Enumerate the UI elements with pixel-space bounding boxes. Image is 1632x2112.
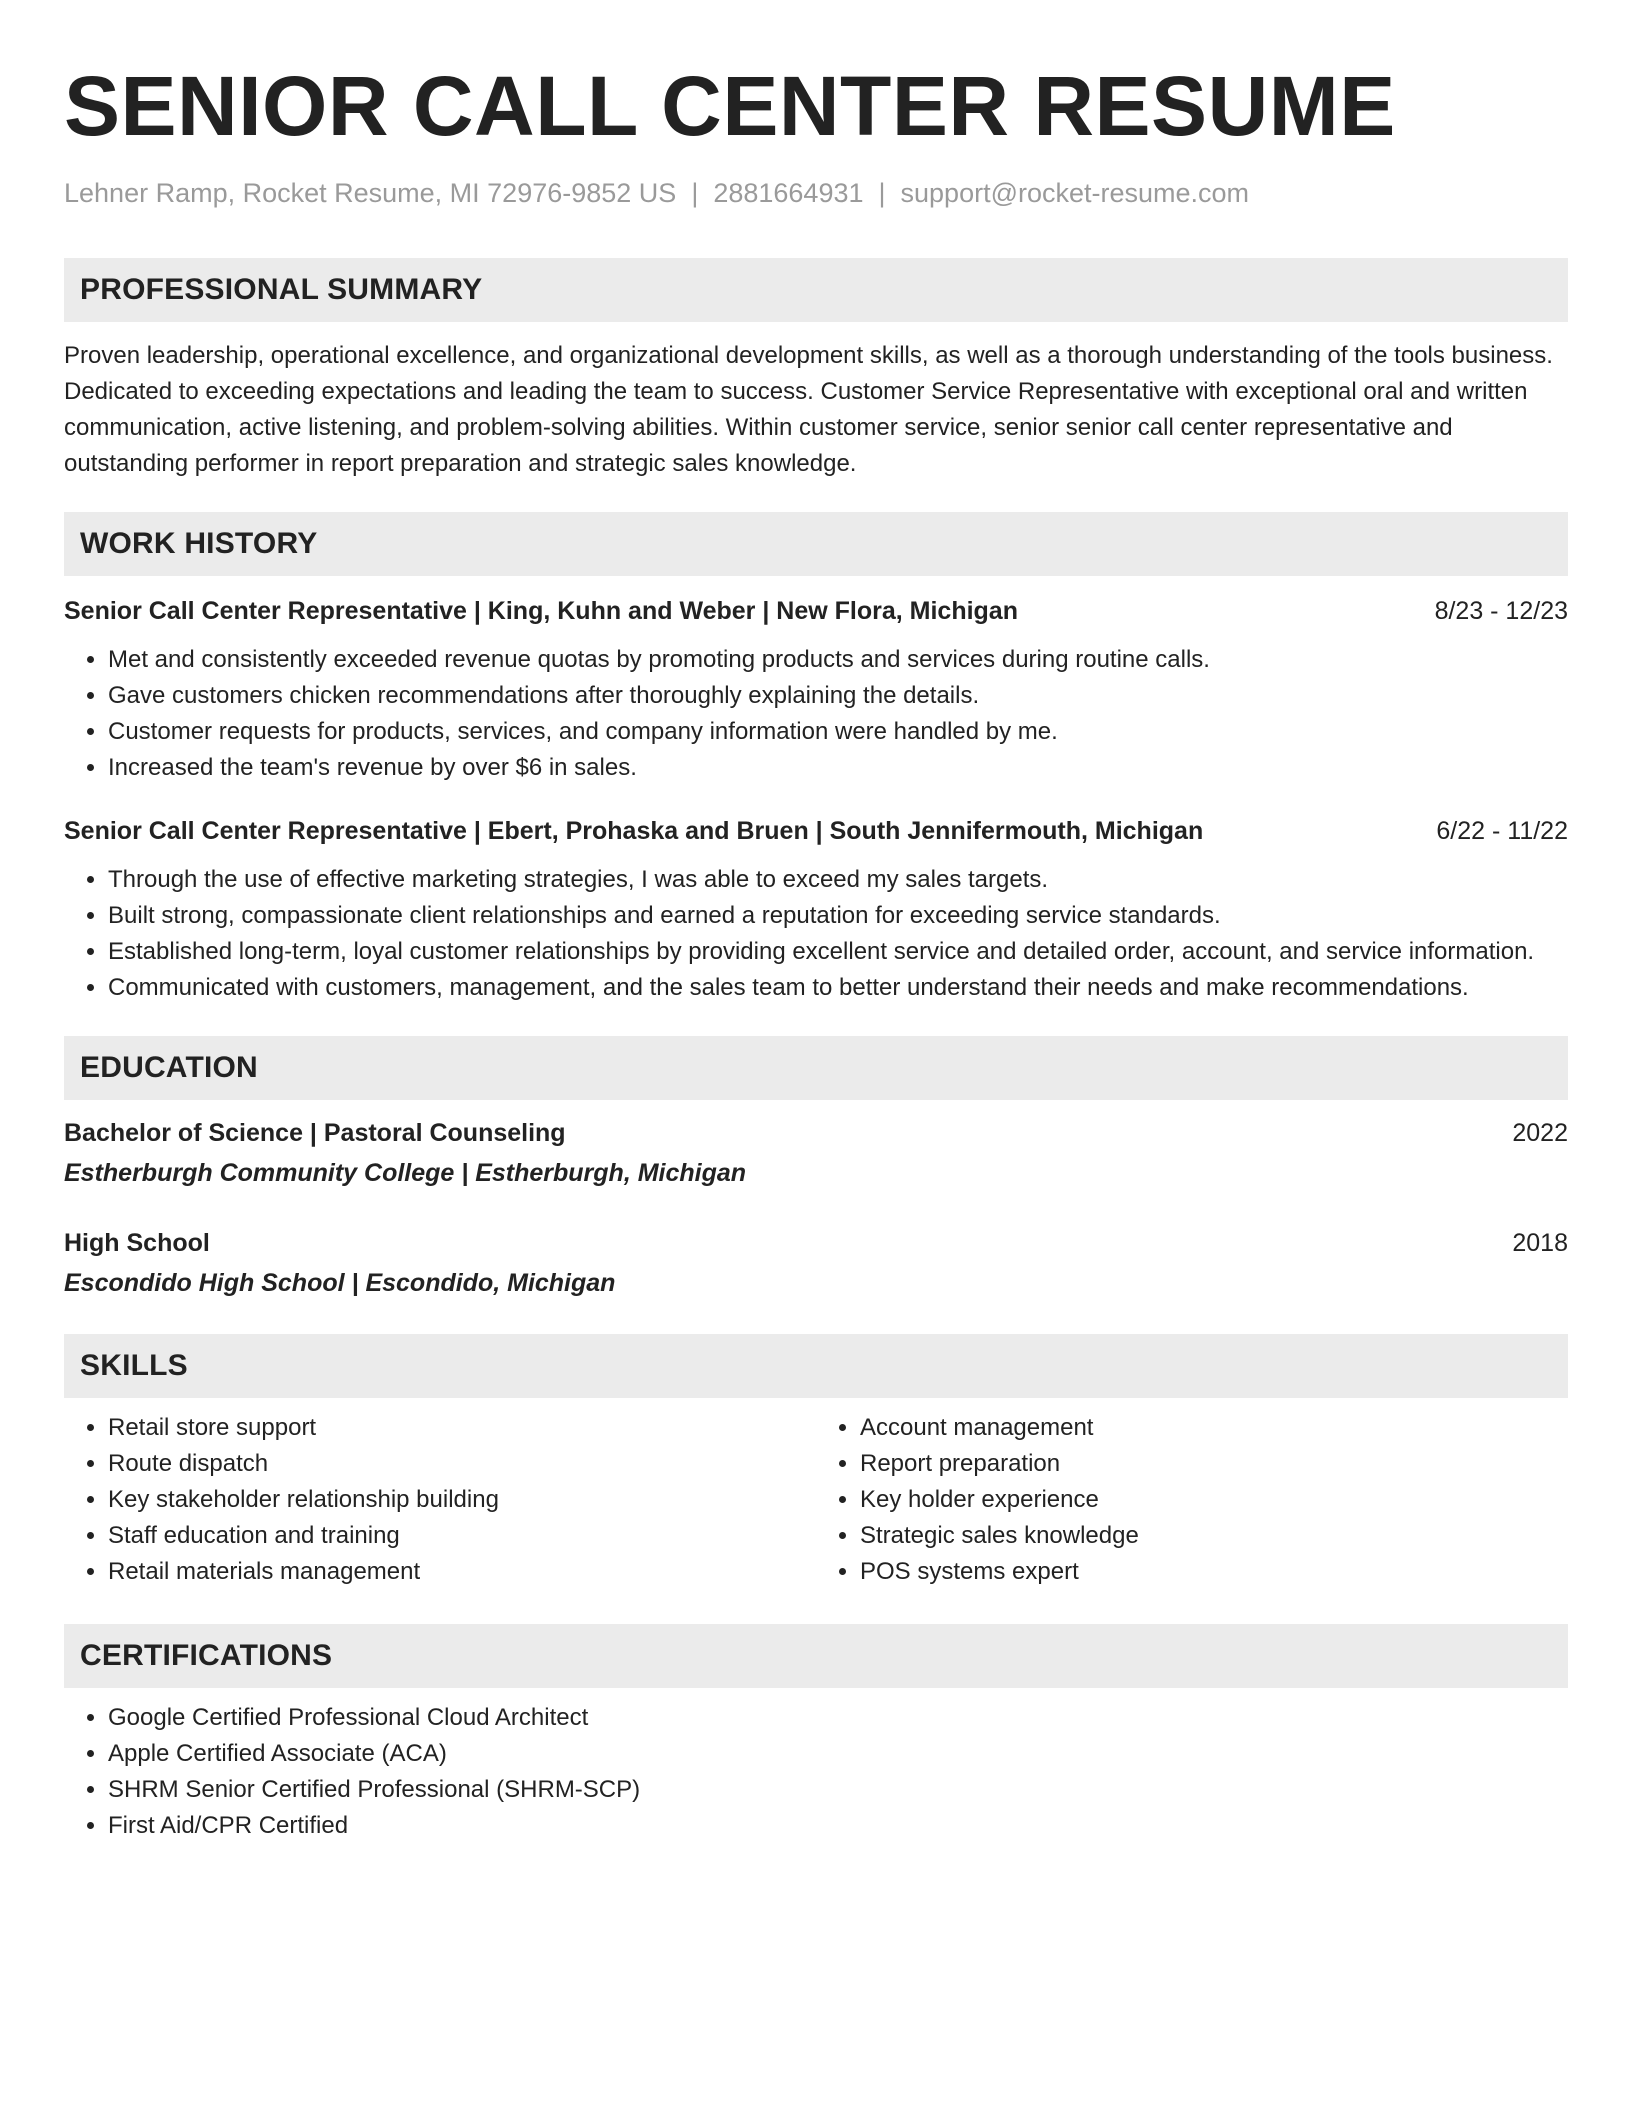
job-title: Senior Call Center Representative | King, Kuhn and Weber | New Flora, Michigan: [64, 597, 1018, 625]
certification-item: • SHRM Senior Certified Professional (SHRM-SCP): [108, 1772, 1568, 1808]
job-bullet: • Customer requests for products, services, and company information were handled by me.: [108, 714, 1568, 750]
skill-item: • Key stakeholder relationship building: [108, 1482, 816, 1518]
section-header-skills: SKILLS: [64, 1334, 1568, 1398]
education-degree: High School: [64, 1229, 210, 1257]
job-bullet: • Established long-term, loyal customer relationships by providing excellent service and detailed order, account, and service information.: [108, 934, 1568, 970]
skill-item: • Key holder experience: [860, 1482, 1568, 1518]
certification-item: • Google Certified Professional Cloud Architect: [108, 1700, 1568, 1736]
skill-item: • Retail materials management: [108, 1554, 816, 1590]
skill-item: • Route dispatch: [108, 1446, 816, 1482]
job-bullets: [64, 862, 1568, 1006]
job-bullet: • Met and consistently exceeded revenue quotas by promoting products and services during routine calls.: [108, 642, 1568, 678]
education-header: [64, 1226, 1568, 1260]
education-year: 2018: [1512, 1229, 1568, 1257]
contact-address: Lehner Ramp, Rocket Resume, MI 72976-9852 US: [64, 178, 677, 208]
job-header: [64, 594, 1568, 628]
contact-separator: |: [691, 178, 699, 208]
job-bullet: • Increased the team's revenue by over $6 in sales.: [108, 750, 1568, 786]
job-bullet: • Built strong, compassionate client relationships and earned a reputation for exceeding service standards.: [108, 898, 1568, 934]
section-header-summary: PROFESSIONAL SUMMARY: [64, 258, 1568, 322]
resume-title: SENIOR CALL CENTER RESUME: [64, 59, 1396, 153]
skills-column-right: [816, 1410, 1568, 1590]
section-header-education: EDUCATION: [64, 1036, 1568, 1100]
job-title: Senior Call Center Representative | Ebert, Prohaska and Bruen | South Jennifermouth, Michigan: [64, 817, 1204, 845]
education-degree: Bachelor of Science | Pastoral Counseling: [64, 1119, 566, 1147]
job-bullet: • Communicated with customers, management, and the sales team to better understand their needs and make recommendations.: [108, 970, 1568, 1006]
contact-line: [64, 176, 1568, 210]
job-entry: [64, 814, 1568, 1006]
job-dates: 8/23 - 12/23: [1434, 597, 1568, 625]
job-bullet: • Through the use of effective marketing strategies, I was able to exceed my sales targets.: [108, 862, 1568, 898]
education-school: Estherburgh Community College | Estherburgh, Michigan: [64, 1159, 747, 1187]
contact-separator: |: [878, 178, 886, 208]
section-header-work-history: WORK HISTORY: [64, 512, 1568, 576]
education-header: [64, 1116, 1568, 1150]
skill-item: • Account management: [860, 1410, 1568, 1446]
job-dates: 6/22 - 11/22: [1436, 817, 1568, 845]
contact-email: support@rocket-resume.com: [900, 178, 1250, 208]
job-bullet: • Gave customers chicken recommendations after thoroughly explaining the details.: [108, 678, 1568, 714]
skills-column-left: [64, 1410, 816, 1590]
summary-text: Proven leadership, operational excellence, and organizational development skills, as well as a thorough understanding of the tools business. Dedicated to exceeding expectations and leading the team to success. Customer Service Representative with exceptional oral and written communication, active listening, and problem-solving abilities. Within customer service, senior senior call center representative and outstanding performer in report preparation and strategic sales knowledge.: [64, 342, 1553, 477]
certification-item: • First Aid/CPR Certified: [108, 1808, 1568, 1844]
skill-item: • POS systems expert: [860, 1554, 1568, 1590]
skill-item: • Report preparation: [860, 1446, 1568, 1482]
education-entry: [64, 1226, 1568, 1300]
education-entry: [64, 1116, 1568, 1190]
section-header-certifications: CERTIFICATIONS: [64, 1624, 1568, 1688]
education-school: Escondido High School | Escondido, Michigan: [64, 1269, 616, 1297]
skill-item: • Strategic sales knowledge: [860, 1518, 1568, 1554]
certifications-list: [64, 1700, 1568, 1844]
job-bullets: [64, 642, 1568, 786]
skill-item: • Staff education and training: [108, 1518, 816, 1554]
job-header: [64, 814, 1568, 848]
skills-grid: [64, 1410, 1568, 1590]
job-entry: [64, 594, 1568, 786]
certification-item: • Apple Certified Associate (ACA): [108, 1736, 1568, 1772]
education-year: 2022: [1512, 1119, 1568, 1147]
skill-item: • Retail store support: [108, 1410, 816, 1446]
contact-phone: 2881664931: [713, 178, 864, 208]
